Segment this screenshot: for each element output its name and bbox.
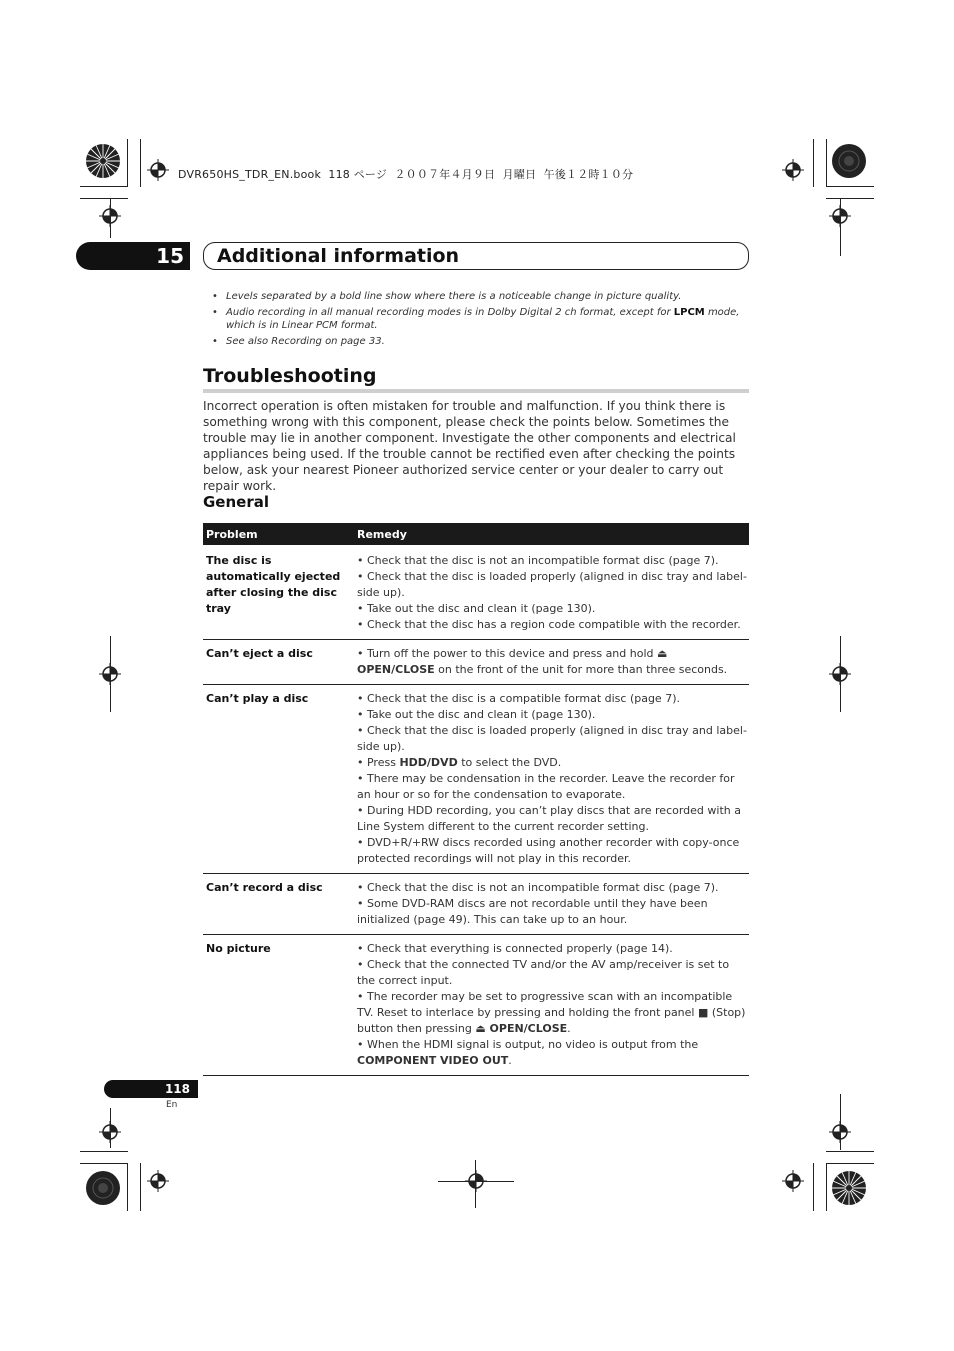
remedy-text: • Turn off the power to this device and press and hold bbox=[357, 647, 657, 660]
remedy-item bbox=[357, 723, 747, 755]
notes-list bbox=[212, 290, 752, 351]
registration-target-icon bbox=[829, 205, 851, 227]
registration-target-icon bbox=[99, 663, 121, 685]
starburst-mark-icon bbox=[85, 143, 121, 179]
starburst-mark-icon bbox=[831, 1170, 867, 1206]
remedy-text: • Check that the connected TV and/or the AV amp/receiver is set to the correct input. bbox=[357, 958, 730, 987]
remedy-item bbox=[357, 601, 747, 617]
page-language: En bbox=[166, 1100, 178, 1110]
remedy-item bbox=[357, 569, 747, 601]
note-text: Audio recording in all manual recording modes is in Dolby Digital 2 ch format, except for bbox=[226, 307, 674, 318]
remedy-text: • Take out the disc and clean it (page 130). bbox=[357, 708, 596, 721]
remedy-item bbox=[357, 803, 747, 835]
table-row bbox=[203, 545, 749, 640]
note-emphasis: LPCM bbox=[673, 307, 705, 318]
remedy-item bbox=[357, 646, 747, 678]
remedy-text: • Check that everything is connected properly (page 14). bbox=[357, 942, 673, 955]
problem-cell: Can’t eject a disc bbox=[203, 640, 354, 685]
remedy-cell bbox=[354, 874, 749, 935]
remedy-text: • Check that the disc is a compatible format disc (page 7). bbox=[357, 692, 680, 705]
registration-target-icon bbox=[829, 1121, 851, 1143]
registration-target-icon bbox=[782, 159, 804, 181]
remedy-text: • Check that the disc is not an incompatible format disc (page 7). bbox=[357, 881, 719, 894]
remedy-emphasis: ⏏ OPEN/CLOSE bbox=[357, 647, 668, 676]
section-title: Troubleshooting bbox=[203, 365, 377, 387]
registration-target-icon bbox=[99, 1121, 121, 1143]
note-text: See also Recording on page 33. bbox=[226, 336, 385, 347]
registration-target-icon bbox=[782, 1170, 804, 1192]
remedy-item bbox=[357, 896, 747, 928]
remedy-text: • There may be condensation in the recorder. Leave the recorder for an hour or so for the condensation to evaporate. bbox=[357, 772, 735, 801]
remedy-emphasis: HDD/DVD bbox=[399, 756, 458, 769]
remedy-text: • The recorder may be set to progressive scan with an incompatible TV. Reset to interlace by pressing and holding the front panel ■ (Stop) button then pressing bbox=[357, 990, 746, 1035]
remedy-cell bbox=[354, 685, 749, 874]
table-row bbox=[203, 640, 749, 685]
remedy-text: • Check that the disc has a region code compatible with the recorder. bbox=[357, 618, 741, 631]
remedy-item bbox=[357, 771, 747, 803]
remedy-item bbox=[357, 707, 747, 723]
problem-cell: The disc is automatically ejected after closing the disc tray bbox=[203, 545, 354, 640]
problem-cell: Can’t record a disc bbox=[203, 874, 354, 935]
remedy-text: • Check that the disc is loaded properly (aligned in disc tray and label-side up). bbox=[357, 570, 747, 599]
remedy-item bbox=[357, 755, 747, 771]
remedy-item bbox=[357, 941, 747, 957]
column-header-problem: Problem bbox=[203, 523, 354, 545]
remedy-text: . bbox=[567, 1022, 571, 1035]
chapter-number-badge: 15 bbox=[76, 242, 190, 270]
remedy-cell bbox=[354, 640, 749, 685]
remedy-cell bbox=[354, 935, 749, 1076]
problem-cell: No picture bbox=[203, 935, 354, 1076]
starburst-mark-icon bbox=[831, 143, 867, 179]
remedy-text: • Press bbox=[357, 756, 400, 769]
remedy-text: • Take out the disc and clean it (page 130). bbox=[357, 602, 596, 615]
remedy-text: • When the HDMI signal is output, no video is output from the bbox=[357, 1038, 699, 1051]
table-row bbox=[203, 685, 749, 874]
table-row bbox=[203, 874, 749, 935]
remedy-item bbox=[357, 989, 747, 1037]
table-row bbox=[203, 935, 749, 1076]
registration-target-icon bbox=[147, 1170, 169, 1192]
registration-target-icon bbox=[99, 205, 121, 227]
table-header-row bbox=[203, 523, 749, 545]
remedy-emphasis: ⏏ OPEN/CLOSE bbox=[475, 1022, 568, 1035]
chapter-title: Additional information bbox=[217, 245, 460, 267]
subsection-title: General bbox=[203, 493, 269, 511]
remedy-emphasis: COMPONENT VIDEO OUT bbox=[357, 1054, 509, 1067]
remedy-text: to select the DVD. bbox=[457, 756, 562, 769]
remedy-item bbox=[357, 957, 747, 989]
remedy-cell bbox=[354, 545, 749, 640]
note-item: • See also Recording on page 33. bbox=[212, 336, 385, 347]
remedy-text: • Some DVD-RAM discs are not recordable until they have been initialized (page 49). This can take up to an hour. bbox=[357, 897, 708, 926]
column-header-remedy: Remedy bbox=[354, 523, 749, 545]
page-number-badge: 118 bbox=[104, 1080, 198, 1098]
section-divider bbox=[203, 389, 749, 393]
remedy-text: • During HDD recording, you can’t play discs that are recorded with a Line System different to the current recorder setting. bbox=[357, 804, 741, 833]
registration-target-icon bbox=[147, 159, 169, 181]
remedy-text: • Check that the disc is loaded properly (aligned in disc tray and label-side up). bbox=[357, 724, 747, 753]
note-item: • Levels separated by a bold line show where there is a noticeable change in picture quality. bbox=[212, 291, 682, 302]
remedy-text: • DVD+R/+RW discs recorded using another recorder with copy-once protected recordings will not play in this recorder. bbox=[357, 836, 740, 865]
remedy-item bbox=[357, 617, 747, 633]
remedy-item bbox=[357, 880, 747, 896]
remedy-item bbox=[357, 691, 747, 707]
book-file-header: DVR650HS_TDR_EN.book 118 ページ ２００７年４月９日 月曜日 午後１２時１０分 bbox=[178, 168, 634, 181]
remedy-item bbox=[357, 1037, 747, 1069]
remedy-text: . bbox=[508, 1054, 512, 1067]
registration-target-icon bbox=[829, 663, 851, 685]
intro-paragraph: Incorrect operation is often mistaken for trouble and malfunction. If you think there is something wrong with this component, please check the points below. Sometimes the trouble may lie in another component. Investigate the other components and electrical appliances being used. If the trouble cannot be rectified even after checking the points below, ask your nearest Pioneer authorized service center or your dealer to carry out repair work. bbox=[203, 399, 736, 493]
remedy-text: • Check that the disc is not an incompatible format disc (page 7). bbox=[357, 554, 719, 567]
remedy-item bbox=[357, 553, 747, 569]
table-body bbox=[203, 545, 749, 1076]
remedy-item bbox=[357, 835, 747, 867]
problem-cell: Can’t play a disc bbox=[203, 685, 354, 874]
starburst-mark-icon bbox=[85, 1170, 121, 1206]
remedy-text: on the front of the unit for more than three seconds. bbox=[434, 663, 728, 676]
note-item: • Audio recording in all manual recording modes is in Dolby Digital 2 ch format, except for LPCM mode, which is in Linear PCM format. bbox=[212, 307, 740, 331]
note-text: mode, which is in Linear PCM format. bbox=[226, 307, 740, 331]
troubleshooting-table bbox=[203, 523, 749, 1076]
registration-target-icon bbox=[465, 1170, 487, 1192]
note-text: Levels separated by a bold line show where there is a noticeable change in picture quality. bbox=[226, 291, 682, 302]
